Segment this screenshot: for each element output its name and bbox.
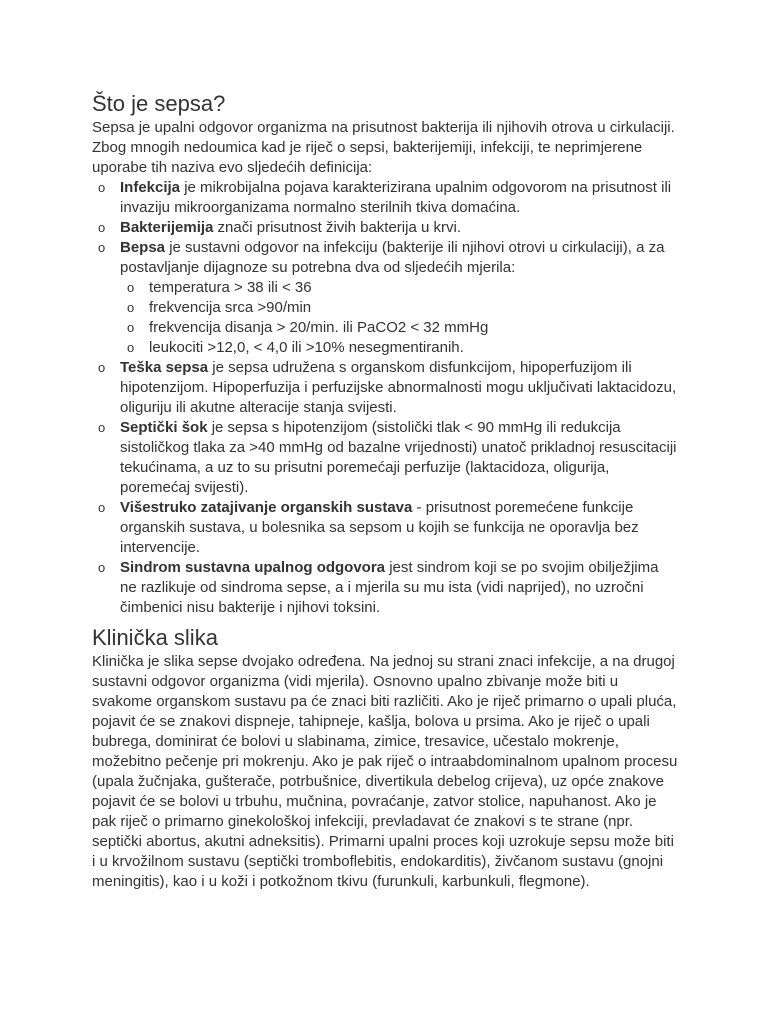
bullet-icon: o [98,560,106,575]
definition-item [98,178,678,218]
definition-term: Septički šok [120,419,208,436]
definition-item [98,218,678,238]
bullet-icon: o [127,280,135,295]
bullet-icon: o [98,500,106,515]
bullet-icon: o [98,420,106,435]
bullet-icon: o [127,320,135,335]
definition-term: Bepsa [120,239,166,256]
bullet-icon: o [98,360,106,375]
intro-paragraph: Sepsa je upalni odgovor organizma na prisutnost bakterija ili njihovih otrova u cirkulaciji. Zbog mnogih nedoumica kad je riječ o sepsi, bakterijemiji, infekciji, te neprimjerene uporabe tih naziva evo sljedećih definicija: [92,119,675,176]
criteria-text: leukociti >12,0, < 4,0 ili >10% nesegmentiranih. [149,339,464,356]
definition-text: je sepsa udružena s organskom disfunkcijom, hipoperfuzijom ili hipotenzijom. Hipoperfuzija i perfuzijske abnormalnosti mogu uključivati laktacidozu, oliguriju ili akutne alteracije stanja svijesti. [120,359,677,416]
definition-term: Sindrom sustavna upalnog odgovora [120,559,386,576]
section-heading-klinicka-slika: Klinička slika [92,625,218,650]
definition-item [98,418,678,498]
definition-text: - prisutnost poremećene funkcije organskih sustava, u bolesnika sa sepsom u kojih se funkcija ne oporavlja bez intervencije. [120,499,639,556]
section-heading-sepsa: Što je sepsa? [92,91,226,116]
criteria-item [127,298,678,318]
definition-item [98,558,678,618]
criteria-item [127,318,678,338]
bullet-icon: o [98,180,106,195]
bullet-icon: o [127,300,135,315]
definition-text: znači prisutnost živih bakterija u krvi. [213,219,461,236]
definition-item [98,498,678,558]
definition-text: je sustavni odgovor na infekciju (bakterije ili njihovi otrovi u cirkulaciji), a za postavljanje dijagnoze su potrebna dva od sljedećih mjerila: [120,239,665,276]
criteria-item [127,278,678,298]
bullet-icon: o [98,240,106,255]
bullet-icon: o [98,220,106,235]
clinical-paragraph: Klinička je slika sepse dvojako određena. Na jednoj su strani znaci infekcije, a na drugoj sustavni odgovor organizma (vidi mjerila). Osnovno upalno zbivanje može biti u svakome organskom sustavu pa će znaci biti različiti. Ako je riječ primarno o upali pluća, pojavit će se znakovi dispneje, tahipneje, kašlja, bolova u prsima. Ako je riječ o upali bubrega, dominirat će bolovi u slabinama, zimice, tresavice, učestalo mokrenje, možebitno pečenje pri mokrenju. Ako je pak riječ o intraabdominalnom upalnom procesu (upala žučnjaka, gušterače, potrbušnice, divertikula debelog crijeva), uz opće znakove pojavit će se bolovi u trbuhu, mučnina, povraćanje, zatvor stolice, napuhanost. Ako je pak riječ o primarno ginekološkoj infekciji, prevladavat će znakovi s te strane (npr. septički abortus, akutni adneksitis). Primarni upalni proces koji uzrokuje sepsu može biti i u krvožilnom sustavu (septički tromboflebitis, endokarditis), živčanom sustavu (gnojni meningitis), kao i u koži i potkožnom tkivu (furunkuli, karbunkuli, flegmone). [92,653,678,890]
definition-list [92,178,678,618]
criteria-text: frekvencija srca >90/min [149,299,312,316]
definition-text: je sepsa s hipotenzijom (sistolički tlak < 90 mmHg ili redukcija sistoličkog tlaka za >40 mmHg od bazalne vrijednosti) unatoč prikladnoj resuscitaciji tekućinama, a uz to su prisutni poremećaji perfuzije (laktacidoza, oligurija, poremećaj svijesti). [120,419,677,496]
definition-term: Višestruko zatajivanje organskih sustava [120,499,413,516]
criteria-list [120,278,678,358]
definition-item [98,358,678,418]
definition-term: Bakterijemija [120,219,214,236]
definition-item [98,238,678,358]
definition-term: Infekcija [120,179,181,196]
bullet-icon: o [127,340,135,355]
definition-text: je mikrobijalna pojava karakterizirana upalnim odgovorom na prisutnost ili invaziju mikroorganizama normalno sterilnih tkiva domaćina. [120,179,672,216]
criteria-item [127,338,678,358]
definition-term: Teška sepsa [120,359,209,376]
definition-text: jest sindrom koji se po svojim obilježjima ne razlikuje od sindroma sepse, a i mjerila su mu ista (vidi naprijed), no uzročni čimbenici nisu bakterije i njihovi toksini. [120,559,659,616]
criteria-text: frekvencija disanja > 20/min. ili PaCO2 < 32 mmHg [149,319,489,336]
criteria-text: temperatura > 38 ili < 36 [149,279,312,296]
